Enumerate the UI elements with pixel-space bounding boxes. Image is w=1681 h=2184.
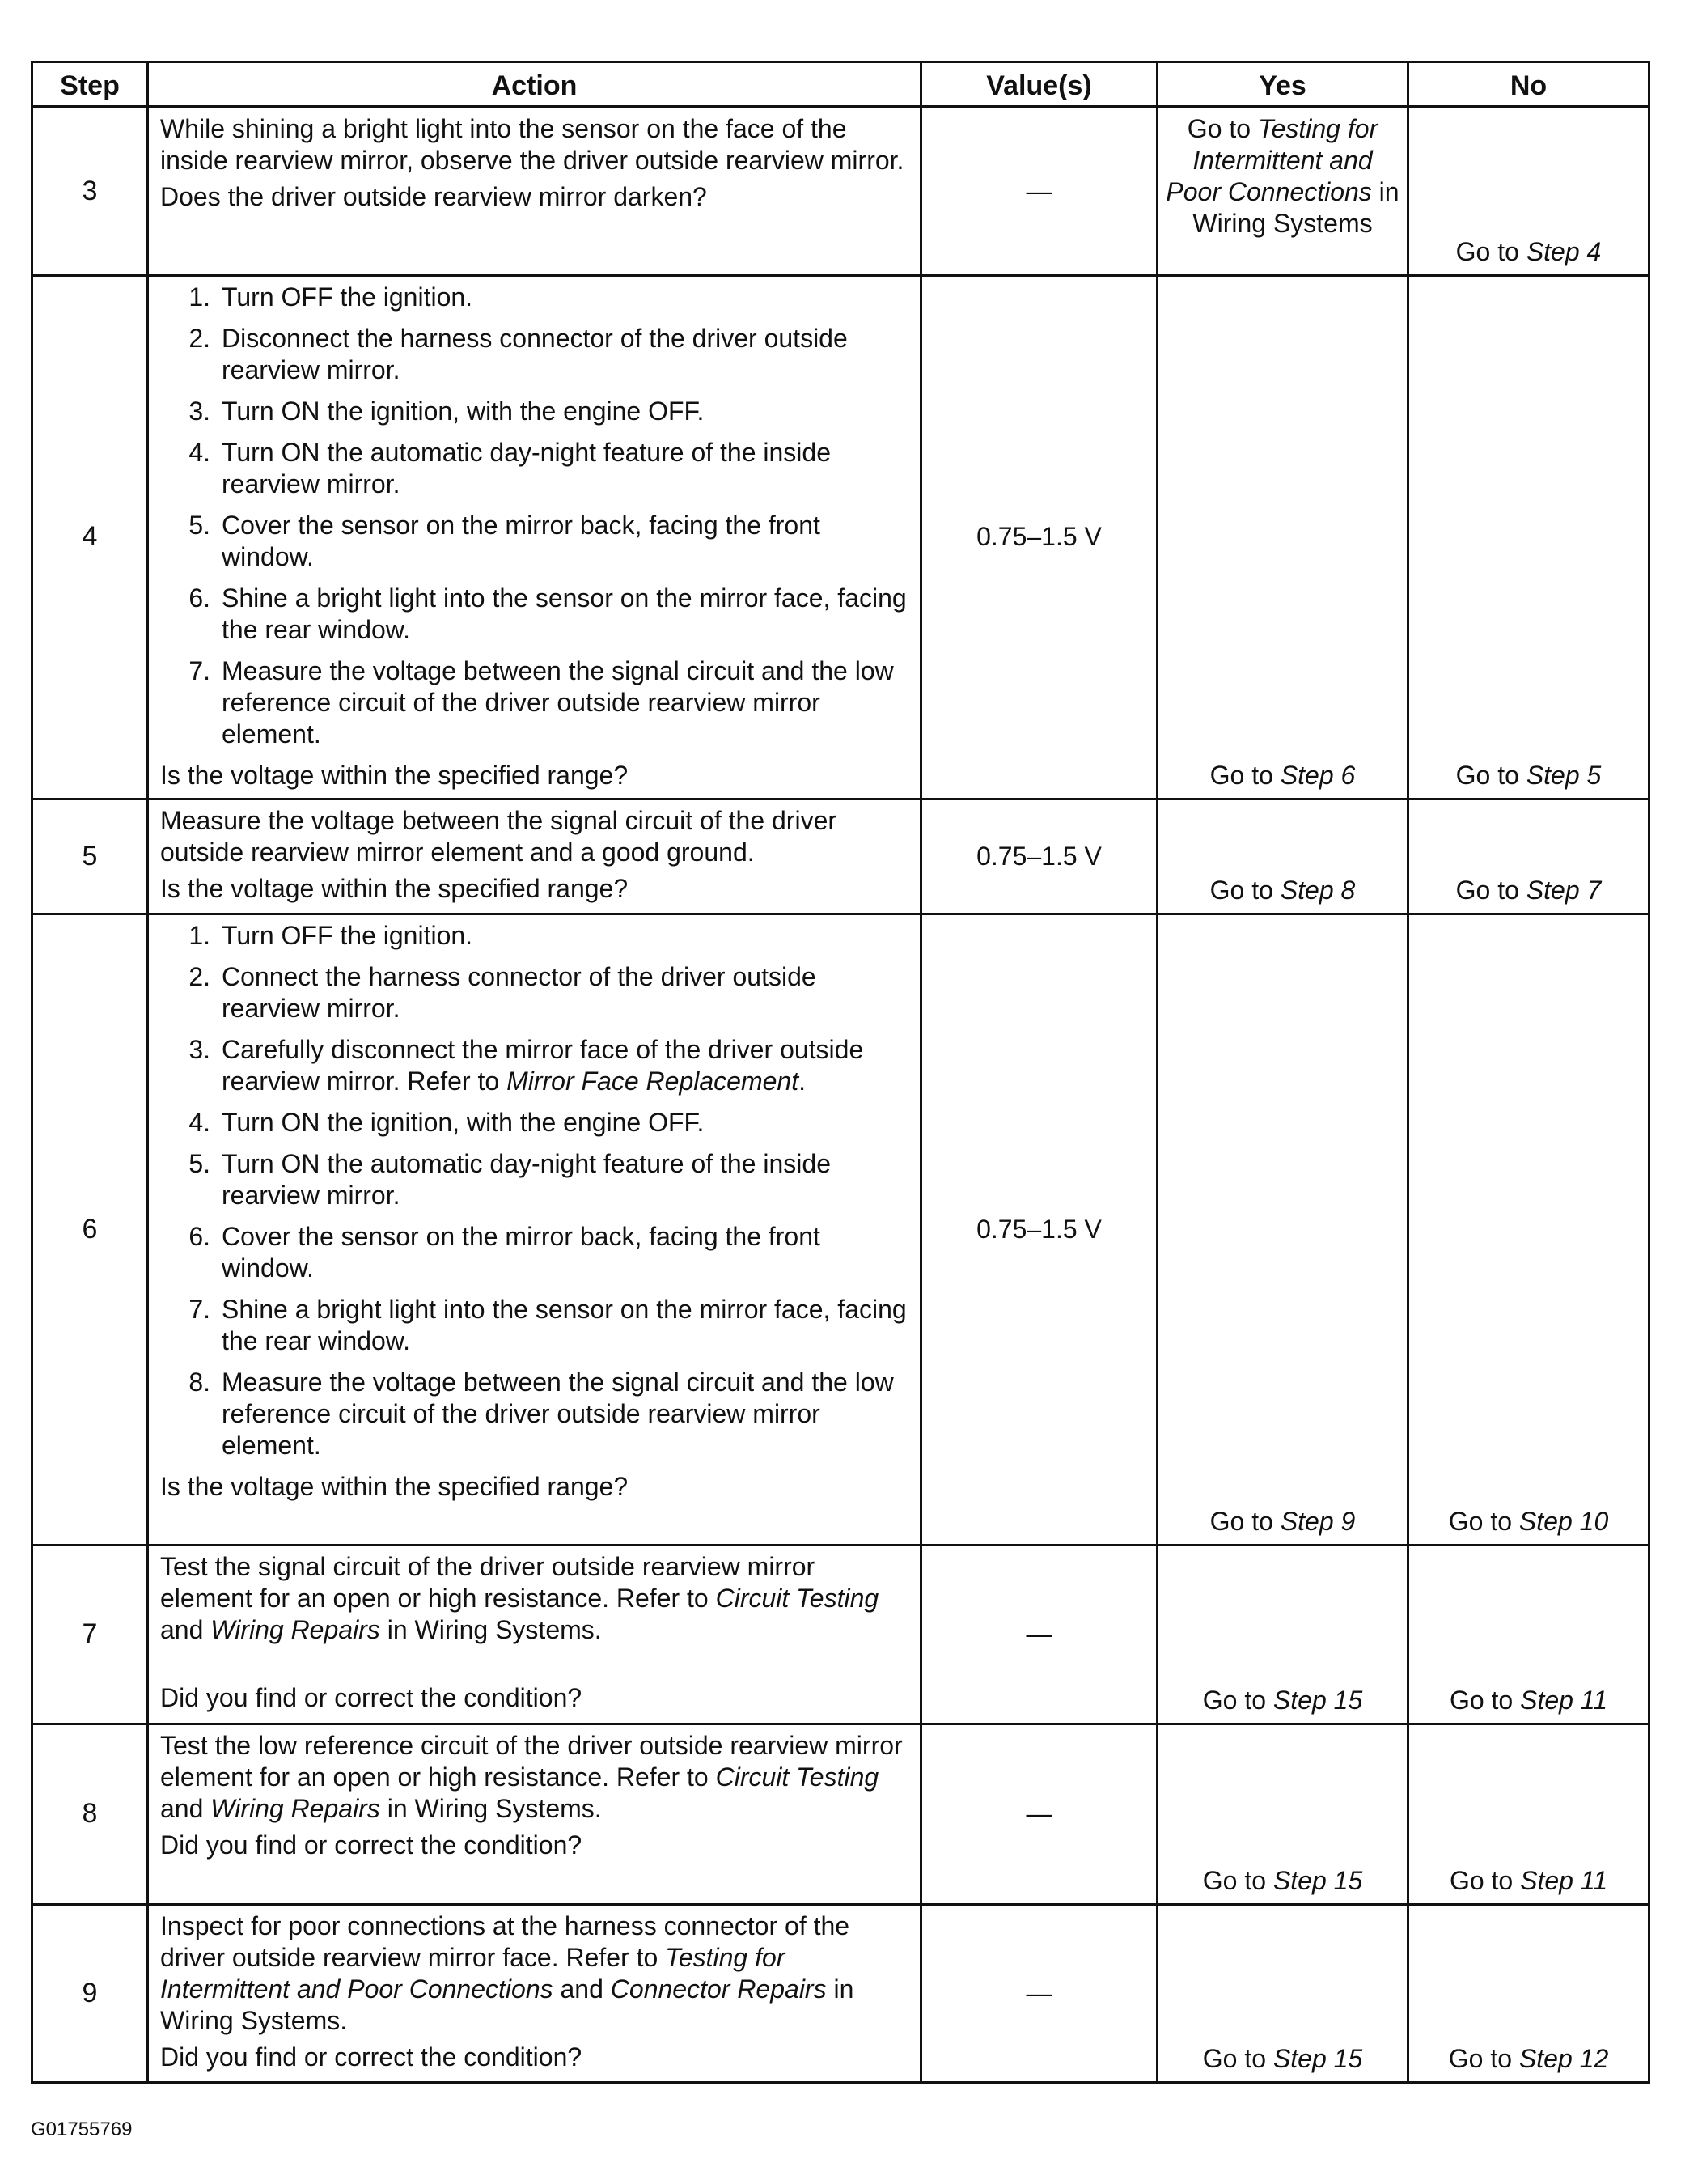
yes-step-link[interactable]: Step 8	[1280, 875, 1356, 905]
wiring-repairs-link[interactable]: Wiring Repairs	[210, 1614, 380, 1644]
action-text: Test the low reference circuit of the driver outside rearview mirror element for an open or high resistance. Refer to Circuit Testing and Wiring Repairs in Wiring Systems.	[160, 1730, 903, 1823]
step-number: 3	[32, 107, 148, 275]
action-cell	[148, 914, 921, 1545]
header-row	[32, 62, 1649, 108]
table-row-step-7	[32, 1545, 1649, 1724]
value-cell: 0.75–1.5 V	[921, 914, 1158, 1545]
table-row-step-4	[32, 275, 1649, 799]
yes-prefix: Go to	[1209, 875, 1281, 905]
no-cell	[1408, 799, 1649, 914]
list-item: 4. Turn ON the automatic day-night feature of the inside rearview mirror.	[188, 437, 831, 498]
list-item: 1. Turn OFF the ignition.	[188, 282, 473, 312]
action-question: Did you find or correct the condition?	[160, 2042, 582, 2072]
yes-suffix: in Wiring Systems	[1192, 177, 1399, 238]
no-prefix: Go to	[1448, 2043, 1519, 2073]
yes-reference-link[interactable]: Testing for Intermittent and Poor Connections	[1166, 114, 1378, 206]
step-number: 4	[32, 275, 148, 799]
value-cell: 0.75–1.5 V	[921, 275, 1158, 799]
step-number: 7	[32, 1545, 148, 1724]
no-step-link[interactable]: Step 5	[1526, 760, 1602, 790]
list-item: 6. Cover the sensor on the mirror back, facing the front window.	[188, 1221, 820, 1283]
action-cell	[148, 1904, 921, 2082]
action-question: Is the voltage within the specified range?	[160, 873, 629, 903]
header-action: Action	[148, 62, 921, 108]
no-prefix: Go to	[1455, 875, 1526, 905]
value-cell: —	[921, 107, 1158, 275]
step-number: 6	[32, 914, 148, 1545]
no-cell	[1408, 914, 1649, 1545]
no-cell	[1408, 107, 1649, 275]
testing-intermittent-link[interactable]: Testing for Intermittent and Poor Connections	[160, 1942, 785, 2004]
header-yes: Yes	[1158, 62, 1408, 108]
action-cell	[148, 1545, 921, 1724]
yes-prefix: Go to	[1209, 760, 1281, 790]
no-prefix: Go to	[1449, 1865, 1521, 1895]
table-row-step-9	[32, 1904, 1649, 2082]
action-question: Does the driver outside rearview mirror darken?	[160, 182, 707, 211]
no-step-link[interactable]: Step 12	[1518, 2043, 1609, 2073]
action-text: Test the signal circuit of the driver outside rearview mirror element for an open or high resistance. Refer to Circuit Testing and Wiring Repairs in Wiring Systems.	[160, 1551, 879, 1644]
no-step-link[interactable]: Step 11	[1520, 1865, 1608, 1895]
action-text: Inspect for poor connections at the harness connector of the driver outside rearview mirror face. Refer to Testing for Intermittent and Poor Connections and Connector Repairs in Wiring Systems.	[160, 1910, 854, 2035]
no-cell	[1408, 1724, 1649, 1904]
yes-step-link[interactable]: Step 9	[1280, 1506, 1356, 1536]
yes-prefix: Go to	[1202, 2043, 1273, 2073]
yes-cell	[1158, 107, 1408, 275]
list-item: 5. Turn ON the automatic day-night feature of the inside rearview mirror.	[188, 1148, 831, 1210]
no-step-link[interactable]: Step 4	[1526, 236, 1602, 266]
header-step: Step	[32, 62, 148, 108]
yes-step-link[interactable]: Step 15	[1272, 1685, 1363, 1715]
value-cell: 0.75–1.5 V	[921, 799, 1158, 914]
step-number: 9	[32, 1904, 148, 2082]
list-item: 2. Disconnect the harness connector of the driver outside rearview mirror.	[188, 323, 848, 384]
action-question: Did you find or correct the condition?	[160, 1682, 582, 1712]
procedure-list	[160, 282, 912, 750]
no-prefix: Go to	[1455, 236, 1526, 266]
action-cell	[148, 275, 921, 799]
value-cell: —	[921, 1904, 1158, 2082]
action-cell	[148, 107, 921, 275]
no-prefix: Go to	[1449, 1685, 1521, 1715]
figure-id: G01755769	[31, 2118, 133, 2140]
header-values: Value(s)	[921, 62, 1158, 108]
wiring-repairs-link[interactable]: Wiring Repairs	[210, 1793, 380, 1823]
no-prefix: Go to	[1455, 760, 1526, 790]
list-item: 3. Turn ON the ignition, with the engine OFF.	[188, 396, 705, 426]
action-question: Did you find or correct the condition?	[160, 1830, 582, 1860]
yes-cell	[1158, 1724, 1408, 1904]
procedure-list	[160, 920, 912, 1461]
no-cell	[1408, 275, 1649, 799]
list-item: 4. Turn ON the ignition, with the engine OFF.	[188, 1107, 705, 1137]
diagnostic-table-container	[31, 61, 1648, 2084]
list-item: 3. Carefully disconnect the mirror face of the driver outside rearview mirror. Refer to Mirror Face Replacement.	[188, 1034, 864, 1096]
diagnostic-table	[31, 61, 1650, 2084]
no-step-link[interactable]: Step 10	[1518, 1506, 1609, 1536]
yes-prefix: Go to	[1202, 1685, 1273, 1715]
step-number: 5	[32, 799, 148, 914]
header-no: No	[1408, 62, 1649, 108]
table-row-step-3	[32, 107, 1649, 275]
table-row-step-8	[32, 1724, 1649, 1904]
yes-cell	[1158, 275, 1408, 799]
value-cell: —	[921, 1545, 1158, 1724]
yes-step-link[interactable]: Step 15	[1272, 1865, 1363, 1895]
yes-cell	[1158, 1545, 1408, 1724]
list-item: 7. Shine a bright light into the sensor on the mirror face, facing the rear window.	[188, 1294, 907, 1355]
yes-cell	[1158, 799, 1408, 914]
no-prefix: Go to	[1448, 1506, 1519, 1536]
action-text: Measure the voltage between the signal circuit of the driver outside rearview mirror element and a good ground.	[160, 805, 837, 867]
circuit-testing-link[interactable]: Circuit Testing	[715, 1762, 879, 1792]
yes-prefix: Go to	[1209, 1506, 1281, 1536]
mirror-face-replacement-link[interactable]: Mirror Face Replacement	[506, 1066, 799, 1096]
yes-step-link[interactable]: Step 15	[1272, 2043, 1363, 2073]
action-cell	[148, 1724, 921, 1904]
no-cell	[1408, 1904, 1649, 2082]
yes-step-link[interactable]: Step 6	[1280, 760, 1356, 790]
list-item: 5. Cover the sensor on the mirror back, facing the front window.	[188, 510, 820, 571]
list-item: 1. Turn OFF the ignition.	[188, 920, 473, 950]
no-step-link[interactable]: Step 7	[1526, 875, 1602, 905]
step-number: 8	[32, 1724, 148, 1904]
list-item: 6. Shine a bright light into the sensor on the mirror face, facing the rear window.	[188, 583, 907, 644]
yes-cell	[1158, 914, 1408, 1545]
action-question: Is the voltage within the specified range?	[160, 760, 629, 790]
action-text: While shining a bright light into the sensor on the face of the inside rearview mirror, observe the driver outside rearview mirror.	[160, 114, 904, 175]
connector-repairs-link[interactable]: Connector Repairs	[610, 1974, 827, 2004]
table-row-step-5	[32, 799, 1649, 914]
list-item: 2. Connect the harness connector of the driver outside rearview mirror.	[188, 961, 816, 1023]
no-step-link[interactable]: Step 11	[1520, 1685, 1608, 1715]
action-cell	[148, 799, 921, 914]
value-cell: —	[921, 1724, 1158, 1904]
no-cell	[1408, 1545, 1649, 1724]
circuit-testing-link[interactable]: Circuit Testing	[715, 1583, 879, 1613]
yes-prefix: Go to	[1202, 1865, 1273, 1895]
list-item: 8. Measure the voltage between the signal circuit and the low reference circuit of the driver outside rearview mirror element.	[188, 1367, 894, 1460]
yes-cell	[1158, 1904, 1408, 2082]
action-question: Is the voltage within the specified range?	[160, 1471, 629, 1501]
yes-prefix: Go to	[1187, 114, 1258, 143]
table-row-step-6	[32, 914, 1649, 1545]
list-item: 7. Measure the voltage between the signal circuit and the low reference circuit of the driver outside rearview mirror element.	[188, 655, 894, 748]
